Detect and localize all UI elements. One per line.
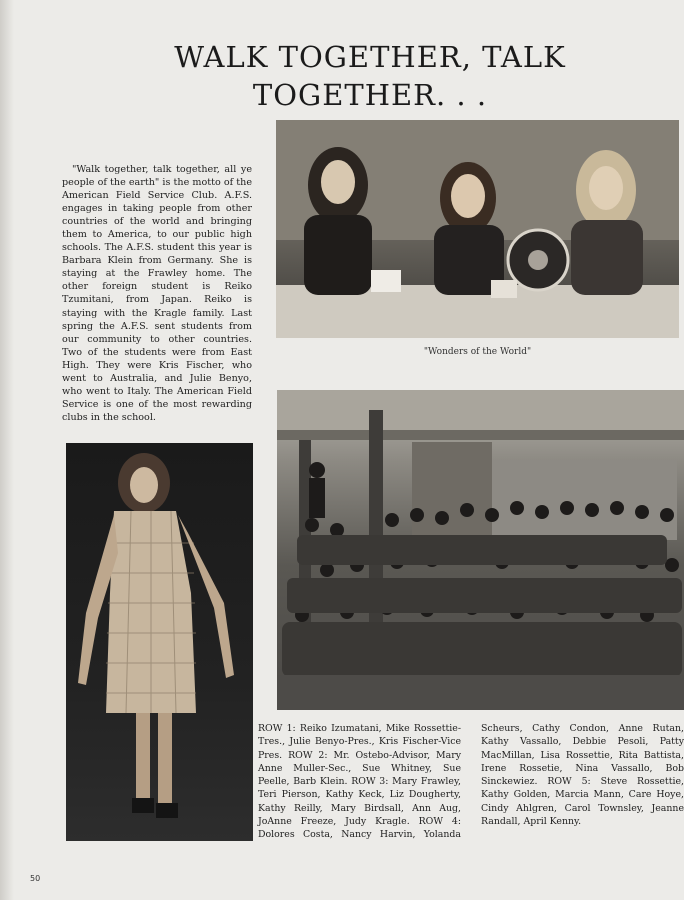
- title-line-2: TOGETHER. . .: [252, 78, 488, 112]
- page-gutter-shadow: [0, 0, 14, 900]
- club-roster: ROW 1: Reiko Izumatani, Mike Rossettie-Tres., Julie Benyo-Pres., Kris Fischer-Vice Pres. ROW 2: Mr. Ostebo-Advisor, Mary Anne Muller-Sec., Sue Whitney, Sue Peelle, Barb Klein. ROW 3: Mary Frawley, Teri Pierson, Kathy Keck, Liz Dougherty, Kathy Reilly, Mary Birdsall, Ann Aug, JoAnne Freeze, Judy Kragle. ROW 4: Dolores Costa, Nancy Harvin, Yolanda Scheurs, Cathy Condon, Anne Rutan, Kathy Vassallo, Debbie Pesoli, Patty MacMillan, Lisa Rossettie, Rita Battista, Irene Rossetie, Nina Vassallo, Bob Sinckewiez. ROW 5: Steve Rossettie, Kathy Golden, Marcia Mann, Care Hoye, Cindy Ahlgren, Carol Townsley, Jeanne Randall, April Kenny.: [258, 723, 684, 841]
- club-group-photo-illustration: [277, 390, 684, 710]
- fashion-model-photo: [66, 443, 253, 841]
- club-group-photo: [277, 390, 684, 710]
- article-body: "Walk together, talk together, all ye people of the earth" is the motto of the American Field Service Club. A.F.S. engages in taking people from other countries of the world and bringing them to America, to our public high schools. The A.F.S. student this year is Barbara Klein from Germany. She is staying at the Frawley home. The other foreign student is Reiko Tzumitani, from Japan. Reiko is staying with the Kragle family. Last spring the A.F.S. sent students from our community to other countries. Two of the students were from East High. They were Kris Fischer, who went to Australia, and Julie Benyo, who went to Italy. The American Field Service is one of the most rewarding clubs in the school.: [62, 164, 252, 423]
- wonders-caption: "Wonders of the World": [423, 347, 532, 357]
- page-number: 50: [30, 874, 41, 883]
- wonders-photo-illustration: [276, 120, 679, 338]
- wonders-photo: [276, 120, 679, 338]
- fashion-model-illustration: [66, 443, 253, 841]
- title-line-1: WALK TOGETHER, TALK: [174, 40, 566, 74]
- page-title: [150, 38, 590, 114]
